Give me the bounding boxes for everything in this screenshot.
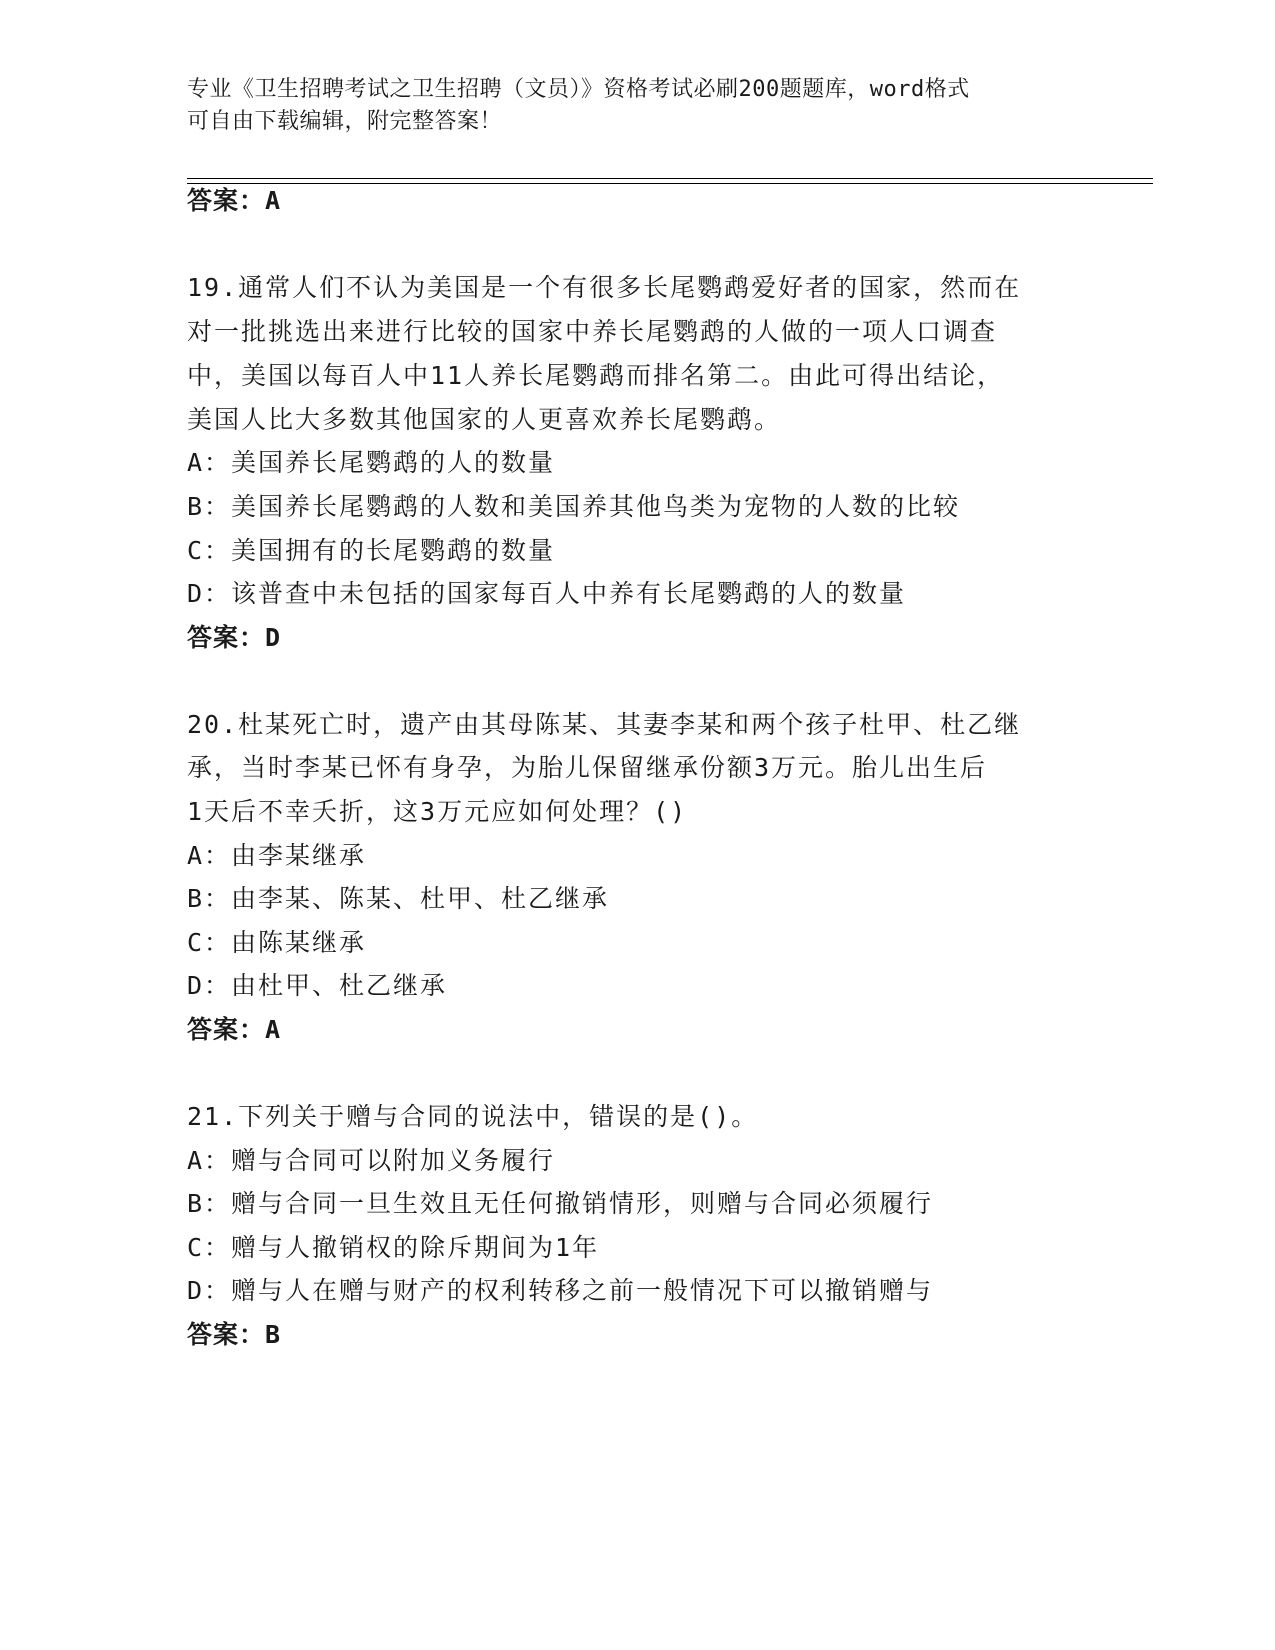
q19-option-c: C：美国拥有的长尾鹦鹉的数量: [187, 536, 556, 565]
q20-text-line-3: 1天后不幸夭折，这3万元应如何处理？(): [187, 797, 688, 826]
header-line-2: 可自由下载编辑，附完整答案！: [187, 109, 503, 134]
q21-text-line-1: 21.下列关于赠与合同的说法中，错误的是()。: [187, 1102, 759, 1131]
answer-previous: 答案：A: [187, 186, 282, 215]
q20-text-line-2: 承，当时李某已怀有身孕，为胎儿保留继承份额3万元。胎儿出生后: [187, 753, 988, 782]
header-rule-top: [187, 178, 1153, 179]
q20-answer: 答案：A: [187, 1015, 282, 1044]
q21-option-d: D：赠与人在赠与财产的权利转移之前一般情况下可以撤销赠与: [187, 1276, 934, 1305]
q20-text-line-1: 20.杜某死亡时，遗产由其母陈某、其妻李某和两个孩子杜甲、杜乙继: [187, 710, 1022, 739]
q21-option-b: B：赠与合同一旦生效且无任何撤销情形，则赠与合同必须履行: [187, 1189, 934, 1218]
q19-text-line-1: 19.通常人们不认为美国是一个有很多长尾鹦鹉爱好者的国家，然而在: [187, 273, 1022, 302]
q19-option-d: D：该普查中未包括的国家每百人中养有长尾鹦鹉的人的数量: [187, 579, 907, 608]
q20-option-b: B：由李某、陈某、杜甲、杜乙继承: [187, 884, 610, 913]
q19-answer: 答案：D: [187, 623, 282, 652]
q19-text-line-4: 美国人比大多数其他国家的人更喜欢养长尾鹦鹉。: [187, 405, 782, 434]
q21-option-a: A：赠与合同可以附加义务履行: [187, 1146, 556, 1175]
q20-option-c: C：由陈某继承: [187, 928, 367, 957]
q19-text-line-3: 中，美国以每百人中11人养长尾鹦鹉而排名第二。由此可得出结论，: [187, 361, 1005, 390]
q21-answer: 答案：B: [187, 1320, 282, 1349]
document-header: [187, 74, 1067, 138]
q19-text-line-2: 对一批挑选出来进行比较的国家中养长尾鹦鹉的人做的一项人口调查: [187, 317, 998, 346]
q21-option-c: C：赠与人撤销权的除斥期间为1年: [187, 1233, 600, 1262]
header-line-1: 专业《卫生招聘考试之卫生招聘（文员）》资格考试必刷200题题库，word格式: [187, 77, 970, 102]
q20-option-a: A：由李某继承: [187, 841, 367, 870]
q19-option-b: B：美国养长尾鹦鹉的人数和美国养其他鸟类为宠物的人数的比较: [187, 492, 961, 521]
q20-option-d: D：由杜甲、杜乙继承: [187, 971, 448, 1000]
q19-option-a: A：美国养长尾鹦鹉的人的数量: [187, 448, 556, 477]
header-rule-bottom: [187, 183, 1153, 184]
